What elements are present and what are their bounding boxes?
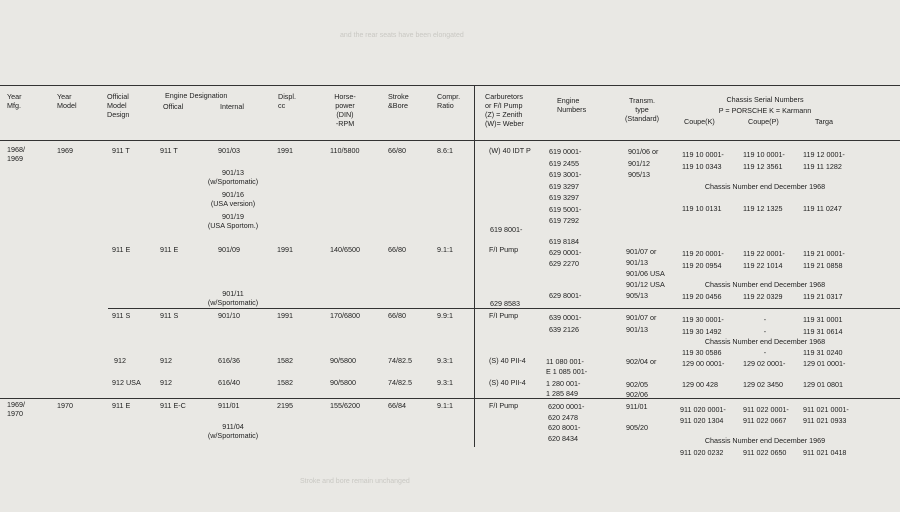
- row-divider: [0, 398, 900, 399]
- cell-stroke-bore: 66/80: [388, 146, 406, 155]
- column-divider: [474, 85, 475, 447]
- cell-engine-official: 911 E-C: [160, 401, 186, 410]
- cell-engine-numbers: 629 8583: [490, 299, 520, 308]
- cell-chassis-coupe-p: 119 22 0329: [743, 292, 783, 301]
- cell-compr: 8.6:1: [437, 146, 453, 155]
- chassis-end-note: Chassis Number end December 1968: [704, 182, 826, 191]
- cell-stroke-bore: 66/84: [388, 401, 406, 410]
- cell-chassis-coupe-k: 119 20 0456: [682, 292, 722, 301]
- cell-transm: 901/07 or 901/13 901/06 USA 901/12 USA 905/13: [626, 247, 665, 300]
- cell-year-model: 1970: [57, 401, 73, 410]
- cell-engine-internal: 901/16 (USA version): [210, 190, 256, 208]
- cell-official-model: 911 S: [112, 311, 131, 320]
- cell-compr: 9.1:1: [437, 401, 453, 410]
- cell-engine-official: 911 S: [160, 311, 179, 320]
- header-chassis-key: P = PORSCHE K = Karmann: [718, 106, 812, 115]
- cell-displ: 1991: [277, 245, 293, 254]
- cell-carburetor: (S) 40 PII-4: [489, 356, 526, 365]
- cell-chassis-coupe-k: 911 020 0001- 911 020 1304: [680, 405, 726, 425]
- cell-chassis-coupe-p: 911 022 0001- 911 022 0667: [743, 405, 789, 425]
- cell-chassis-coupe-p: 119 12 1325: [743, 204, 783, 213]
- cell-chassis-targa: 119 31 0240: [803, 348, 843, 357]
- cell-engine-internal: 901/13 (w/Sportomatic): [207, 168, 259, 186]
- header-year-model: Year Model: [57, 92, 77, 110]
- header-chassis-title: Chassis Serial Numbers: [726, 95, 804, 104]
- header-official-model: Official Model Design: [107, 92, 130, 119]
- cell-year-model: 1969: [57, 146, 73, 155]
- cell-stroke-bore: 66/80: [388, 311, 406, 320]
- header-bottom-rule: [0, 140, 900, 141]
- cell-engine-numbers: 1 280 001- 1 285 849: [546, 379, 581, 398]
- header-horsepower: Horse- power (DIN) -RPM: [334, 92, 356, 128]
- cell-horsepower: 90/5800: [330, 356, 356, 365]
- cell-horsepower: 140/6500: [330, 245, 360, 254]
- cell-compr: 9.9:1: [437, 311, 453, 320]
- cell-transm: 911/01 905/20: [626, 402, 648, 432]
- cell-official-model: 912: [114, 356, 126, 365]
- cell-engine-internal: 901/09: [218, 245, 240, 254]
- cell-chassis-coupe-k: 911 020 0232: [680, 448, 724, 457]
- cell-official-model: 911 E: [112, 245, 131, 254]
- cell-displ: 1991: [277, 146, 293, 155]
- cell-chassis-coupe-p: - -: [763, 315, 767, 336]
- cell-year-mfg: 1968/ 1969: [7, 145, 25, 163]
- cell-chassis-targa: 911 021 0418: [803, 448, 847, 457]
- cell-chassis-coupe-p: -: [763, 348, 767, 357]
- cell-chassis-coupe-k: 119 10 0131: [682, 204, 722, 213]
- cell-chassis-coupe-p: 129 02 3450: [743, 380, 783, 389]
- chassis-end-note: Chassis Number end December 1969: [704, 436, 826, 445]
- cell-chassis-targa: 119 21 0001- 119 21 0858: [803, 249, 845, 270]
- cell-engine-numbers: 619 0001- 619 2455 619 3001- 619 3297 619 3297 619 5001- 619 7292: [549, 147, 582, 225]
- cell-carburetor: F/I Pump: [489, 311, 519, 320]
- header-stroke-bore: Stroke &Bore: [388, 92, 409, 110]
- cell-engine-internal: 616/36: [218, 356, 240, 365]
- cell-chassis-targa: 119 12 0001- 119 11 1282: [803, 150, 845, 171]
- cell-chassis-coupe-k: 129 00 428: [682, 380, 718, 389]
- cell-compr: 9.1:1: [437, 245, 453, 254]
- cell-chassis-targa: 129 01 0001-: [803, 359, 846, 368]
- cell-engine-numbers: 619 8001-: [490, 225, 523, 234]
- cell-stroke-bore: 74/82.5: [388, 378, 412, 387]
- header-coupe-p: Coupe(P): [748, 117, 779, 126]
- cell-engine-internal: 901/11 (w/Sportomatic): [207, 289, 259, 307]
- header-targa: Targa: [815, 117, 833, 126]
- cell-chassis-coupe-k: 119 30 0586: [682, 348, 722, 357]
- cell-carburetor: (W) 40 IDT P: [489, 146, 531, 155]
- header-coupe-k: Coupe(K): [684, 117, 715, 126]
- cell-engine-numbers: 6200 0001- 620 2478 620 8001- 620 8434: [548, 402, 585, 443]
- cell-chassis-coupe-p: 119 22 0001- 119 22 1014: [743, 249, 785, 270]
- bleed-through-text: Stroke and bore remain unchanged: [300, 478, 410, 485]
- cell-displ: 2195: [277, 401, 293, 410]
- cell-carburetor: F/I Pump: [489, 245, 519, 254]
- cell-engine-internal: 901/10: [218, 311, 240, 320]
- cell-chassis-coupe-p: 911 022 0650: [743, 448, 787, 457]
- cell-engine-numbers: 11 080 001- E 1 085 001-: [546, 357, 588, 376]
- cell-chassis-targa: 119 11 0247: [803, 204, 842, 213]
- header-engine-designation: Engine Designation: [165, 91, 228, 100]
- cell-engine-numbers: 619 8184 629 0001- 629 2270: [549, 237, 582, 268]
- cell-displ: 1582: [277, 378, 293, 387]
- header-carburetors: Carburetors or F/I Pump (Z) = Zenith (W)= Weber: [485, 92, 524, 128]
- bleed-through-text: and the rear seats have been elongated: [340, 32, 464, 39]
- cell-official-model: 912 USA: [112, 378, 141, 387]
- cell-chassis-targa: 911 021 0001- 911 021 0933: [803, 405, 849, 425]
- cell-transm: 901/06 or 901/12 905/13: [628, 147, 659, 179]
- cell-carburetor: (S) 40 PII-4: [489, 378, 526, 387]
- header-displ: Displ. cc: [278, 92, 296, 110]
- cell-engine-official: 911 E: [160, 245, 179, 254]
- cell-engine-numbers: 629 8001-: [549, 291, 582, 300]
- cell-transm: 902/04 or: [626, 357, 657, 366]
- cell-official-model: 911 E: [112, 401, 131, 410]
- cell-chassis-coupe-p: 119 10 0001- 119 12 3561: [743, 150, 785, 171]
- header-engine-official: Offical: [163, 102, 184, 111]
- cell-transm: 902/05 902/06: [626, 380, 648, 399]
- cell-engine-official: 912: [160, 378, 172, 387]
- cell-engine-internal: 901/03: [218, 146, 240, 155]
- cell-horsepower: 170/6800: [330, 311, 360, 320]
- cell-chassis-coupe-p: 129 02 0001-: [743, 359, 786, 368]
- cell-carburetor: F/I Pump: [489, 401, 519, 410]
- header-compr: Compr. Ratio: [437, 92, 461, 110]
- cell-official-model: 911 T: [112, 146, 130, 155]
- cell-horsepower: 110/5800: [330, 146, 360, 155]
- cell-year-mfg: 1969/ 1970: [7, 400, 25, 418]
- cell-horsepower: 155/6200: [330, 401, 360, 410]
- cell-stroke-bore: 74/82.5: [388, 356, 412, 365]
- cell-transm: 901/07 or 901/13: [626, 313, 657, 334]
- cell-chassis-targa: 119 21 0317: [803, 292, 843, 301]
- cell-displ: 1582: [277, 356, 293, 365]
- header-year-mfg: Year Mfg.: [7, 92, 22, 110]
- cell-chassis-targa: 129 01 0801: [803, 380, 843, 389]
- cell-stroke-bore: 66/80: [388, 245, 406, 254]
- cell-chassis-targa: 119 31 0001 119 31 0614: [803, 315, 843, 336]
- chassis-end-note: Chassis Number end December 1968: [704, 280, 826, 289]
- cell-engine-internal: 901/19 (USA Sportom.): [207, 212, 259, 230]
- cell-engine-numbers: 639 0001- 639 2126: [549, 313, 582, 334]
- header-engine-numbers: Engine Numbers: [557, 96, 587, 114]
- cell-engine-internal: 616/40: [218, 378, 240, 387]
- cell-horsepower: 90/5800: [330, 378, 356, 387]
- cell-chassis-coupe-k: 119 10 0001- 119 10 0343: [682, 150, 724, 171]
- row-divider: [108, 308, 900, 309]
- cell-compr: 9.3:1: [437, 356, 453, 365]
- cell-compr: 9.3:1: [437, 378, 453, 387]
- cell-engine-internal: 911/04 (w/Sportomatic): [207, 422, 259, 440]
- cell-chassis-coupe-k: 119 20 0001- 119 20 0954: [682, 249, 724, 270]
- cell-engine-official: 912: [160, 356, 172, 365]
- cell-engine-official: 911 T: [160, 146, 178, 155]
- cell-displ: 1991: [277, 311, 293, 320]
- cell-chassis-coupe-k: 119 30 0001- 119 30 1492: [682, 315, 724, 336]
- chassis-end-note: Chassis Number end December 1968: [704, 337, 826, 346]
- cell-chassis-coupe-k: 129 00 0001-: [682, 359, 725, 368]
- header-engine-internal: Internal: [220, 102, 244, 111]
- cell-engine-internal: 911/01: [218, 401, 240, 410]
- header-transm: Transm. type (Standard): [625, 96, 659, 123]
- table-top-rule: [0, 85, 900, 86]
